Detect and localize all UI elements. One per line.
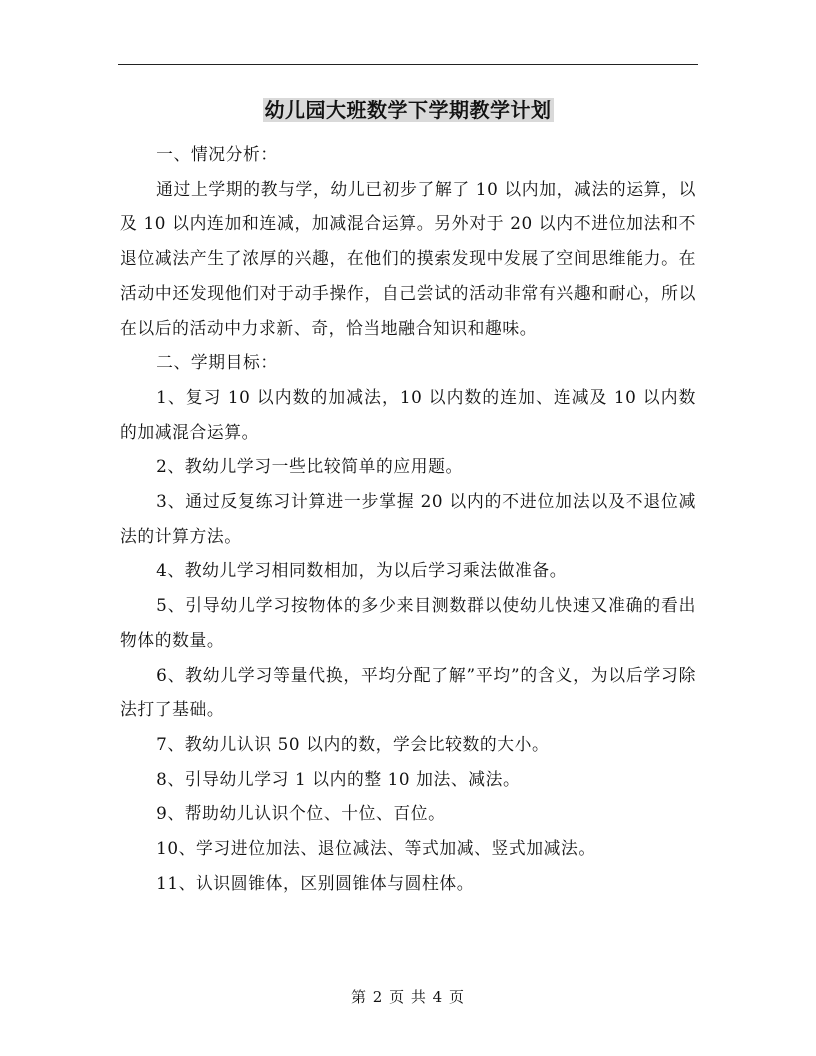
page-footer: 第 2 页 共 4 页 [351,988,465,1006]
paragraph-situation-analysis: 通过上学期的教与学，幼儿已初步了解了 10 以内加，减法的运算，以及 10 以内连加和连减，加减混合运算。另外对于 20 以内不进位加法和不退位减法产生了浓厚的兴趣，在他们的摸索发现中发展了空间思维能力。在活动中还发现他们对于动手操作，自己尝试的活动非常有兴趣和耐心，所以在以后的活动中力求新、奇，恰当地融合知识和趣味。 [120,178,696,338]
goal-item-3: 3、通过反复练习计算进一步掌握 20 以内的不进位加法以及不退位减法的计算方法。 [120,491,696,546]
goal-item-4: 4、教幼儿学习相同数相加，为以后学习乘法做准备。 [156,560,568,581]
document-title-text: 幼儿园大班数学下学期教学计划 [264,98,552,122]
document-body [120,137,696,900]
goal-item-10: 10、学习进位加法、退位减法、等式加减、竖式加减法。 [156,838,596,859]
goal-item-7: 7、教幼儿认识 50 以内的数，学会比较数的大小。 [156,733,550,754]
section-heading-situation: 一、情况分析： [156,144,278,164]
header-rule [118,64,698,65]
section-heading-goals: 二、学期目标： [156,352,278,373]
goal-item-9: 9、帮助幼儿认识个位、十位、百位。 [156,803,446,824]
goal-item-2: 2、教幼儿学习一些比较简单的应用题。 [156,456,463,477]
goal-item-5: 5、引导幼儿学习按物体的多少来目测数群以使幼儿快速又准确的看出物体的数量。 [120,595,696,650]
goal-item-8: 8、引导幼儿学习 1 以内的整 10 加法、减法。 [156,768,521,789]
goal-item-1: 1、复习 10 以内数的加减法，10 以内数的连加、连减及 10 以内数的加减混合运算。 [120,386,696,442]
goal-item-6: 6、教幼儿学习等量代换，平均分配了解”平均”的含义，为以后学习除法打了基础。 [120,664,696,720]
goal-item-11: 11、认识圆锥体，区别圆锥体与圆柱体。 [156,872,475,893]
document-title [0,96,816,124]
